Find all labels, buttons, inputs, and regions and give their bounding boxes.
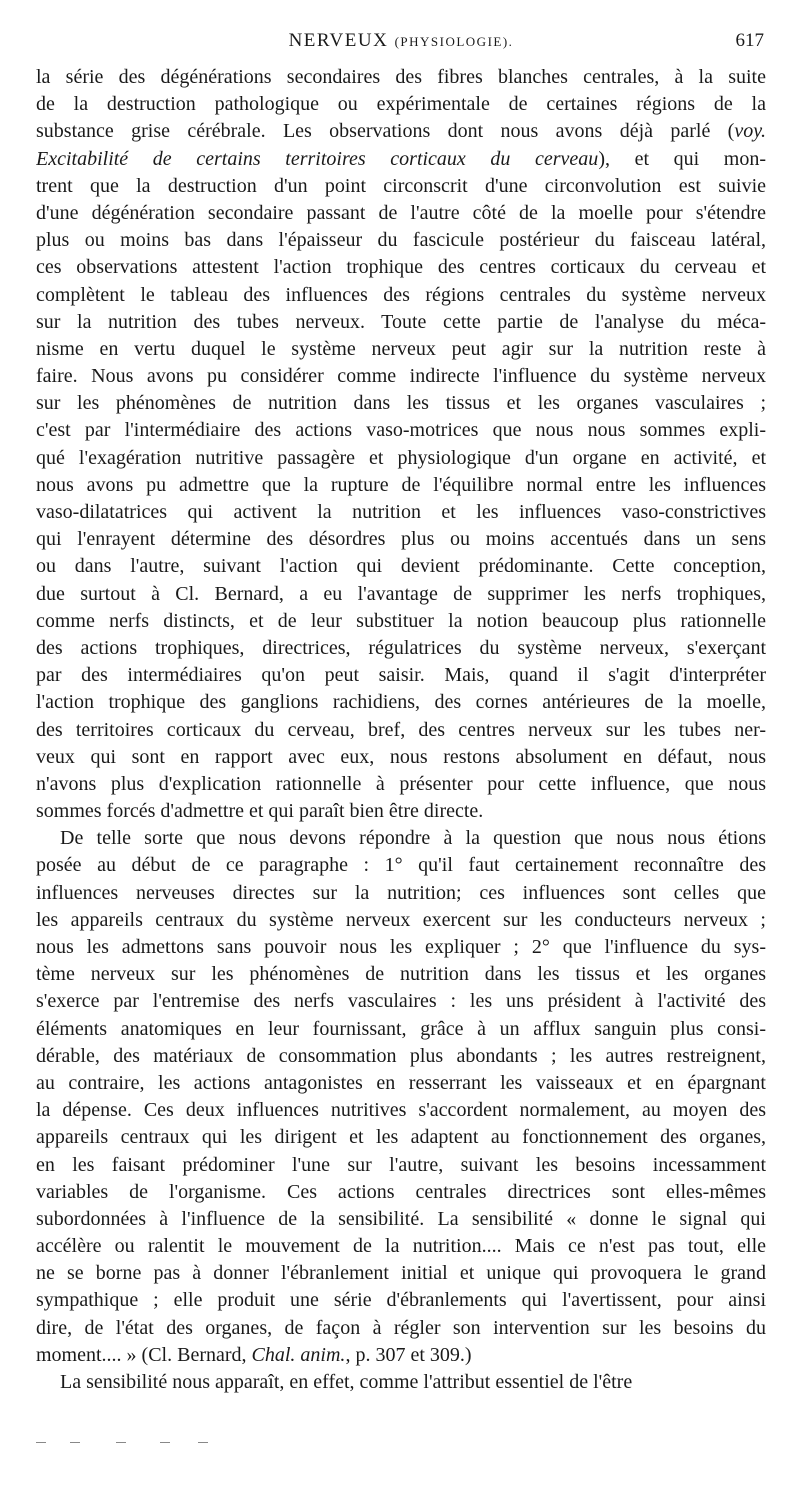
printer-mark [160,1442,170,1443]
text-line: l'action trophique des ganglions rachidiens, des cornes antérieures de la moelle, [36,691,766,714]
text-line: sommes forcés d'admettre et qui paraît bien être directe. [36,800,484,823]
text-line: substance grise cérébrale. Les observations dont nous avons déjà parlé (voy. [36,120,766,143]
bottom-printer-marks [36,1432,236,1452]
text-line: par des intermédiaires qu'on peut saisir. Mais, quand il s'agit d'interpréter [36,664,766,687]
text-line: des territoires corticaux du cerveau, bref, des centres nerveux sur les tubes ner- [36,718,766,741]
text-line: la série des dégénérations secondaires des fibres blanches centrales, à la suite [36,66,766,88]
text-line: posée au début de ce paragraphe : 1° qu'il faut certainement reconnaître des [36,854,766,877]
text-line: complètent le tableau des influences des régions centrales du système nerveux [36,283,766,306]
text-line: s'exerce par l'entremise des nerfs vasculaires : les uns président à l'activité des [36,990,766,1013]
text-line: La sensibilité nous apparaît, en effet, comme l'attribut essentiel de l'être [60,1371,633,1393]
text-line: sympathique ; elle produit une série d'ébranlements qui l'avertissent, pour ainsi [36,1289,766,1312]
text-line: Excitabilité de certains territoires corticaux du cerveau), et qui mon- [36,147,766,170]
italic-citation: voy. [734,120,766,143]
text-line: ne se borne pas à donner l'ébranlement initial et unique qui provoquera le grand [36,1262,766,1285]
text-line: comme nerfs distincts, et de leur substituer la notion beaucoup plus rationnelle [36,609,766,632]
text-line: plus ou moins bas dans l'épaisseur du fascicule postérieur du faisceau latéral, [36,229,766,252]
text-line: subordonnées à l'influence de la sensibilité. La sensibilité « donne le signal qui [36,1207,766,1230]
text-line: faire. Nous avons pu considérer comme indirecte l'influence du système nerveux [36,365,766,388]
text-line: de la destruction pathologique ou expérimentale de certaines régions de la [36,93,766,116]
text-line: les appareils centraux du système nerveux exercent sur les conducteurs nerveux ; [36,908,766,931]
text-line: qui l'enrayent détermine des désordres plus ou moins accentués dans un sens [36,528,766,551]
text-line: De telle sorte que nous devons répondre à la question que nous nous étions [60,827,766,850]
text-line: ces observations attestent l'action trophique des centres corticaux du cerveau et [36,256,766,279]
text-line: nous avons pu admettre que la rupture de l'équilibre normal entre les influences [36,473,766,496]
text-line: appareils centraux qui les dirigent et les adaptent au fonctionnement des organes, [36,1126,766,1149]
text-line: nous les admettons sans pouvoir nous les expliquer ; 2° que l'influence du sys- [36,936,766,958]
text-line: influences nerveuses directes sur la nutrition; ces influences sont celles que [36,881,766,904]
article-body [36,64,766,1396]
italic-citation: Chal. anim. [251,1343,346,1366]
text-line: due surtout à Cl. Bernard, a eu l'avantage de supprimer les nerfs trophiques, [36,582,766,605]
text-line: au contraire, les actions antagonistes en resserrant les vaisseaux et en épargnant [36,1071,766,1094]
text-line: éléments anatomiques en leur fournissant, grâce à un afflux sanguin plus consi- [36,1017,766,1040]
text-line: veux qui sont en rapport avec eux, nous restons absolument en défaut, nous [36,745,766,768]
text-line: d'une dégénération secondaire passant de l'autre côté de la moelle pour s'étendre [36,201,766,224]
text-line: qué l'exagération nutritive passagère et physiologique d'un organe en activité, et [36,446,766,469]
text-line: dire, de l'état des organes, de façon à régler son intervention sur les besoins du [36,1316,766,1339]
running-title [36,30,766,52]
text-line: moment.... » (Cl. Bernard, Chal. anim., p. 307 et 309.) [36,1343,472,1366]
printer-mark [36,1442,46,1443]
printer-mark [70,1442,80,1443]
text-line: sur les phénomènes de nutrition dans les tissus et les organes vasculaires ; [36,392,766,415]
text-line: sur la nutrition des tubes nerveux. Toute cette partie de l'analyse du méca- [36,310,766,333]
page-number: 617 [735,30,764,51]
text-line: ou dans l'autre, suivant l'action qui devient prédominante. Cette conception, [36,555,766,578]
text-line: c'est par l'intermédiaire des actions vaso-motrices que nous nous sommes expli- [36,419,766,442]
running-title-subtitle: (PHYSIOLOGIE). [394,34,514,49]
text-line: tème nerveux sur les phénomènes de nutrition dans les tissus et les organes [36,963,766,986]
text-line: accélère ou ralentit le mouvement de la nutrition.... Mais ce n'est pas tout, elle [36,1235,766,1258]
running-title-main: NERVEUX [288,30,389,51]
text-line: des actions trophiques, directrices, régulatrices du système nerveux, s'exerçant [36,636,766,659]
running-header [36,30,766,58]
text-line: dérable, des matériaux de consommation plus abondants ; les autres restreignent, [36,1044,766,1067]
text-line: variables de l'organisme. Ces actions centrales directrices sont elles-mêmes [36,1180,766,1203]
text-line: trent que la destruction d'un point circonscrit d'une circonvolution est suivie [36,174,766,197]
text-line: la dépense. Ces deux influences nutritives s'accordent normalement, au moyen des [36,1099,766,1122]
text-line: vaso-dilatatrices qui activent la nutrition et les influences vaso-constrictives [36,501,766,523]
text-line: n'avons plus d'explication rationnelle à présenter pour cette influence, que nous [36,772,766,795]
italic-citation: Excitabilité de certains territoires corticaux du cerveau [36,147,599,170]
text-line: en les faisant prédominer l'une sur l'autre, suivant les besoins incessamment [36,1153,766,1176]
printer-mark [198,1442,208,1443]
printer-mark [116,1442,126,1443]
text-line: nisme en vertu duquel le système nerveux peut agir sur la nutrition reste à [36,337,766,360]
